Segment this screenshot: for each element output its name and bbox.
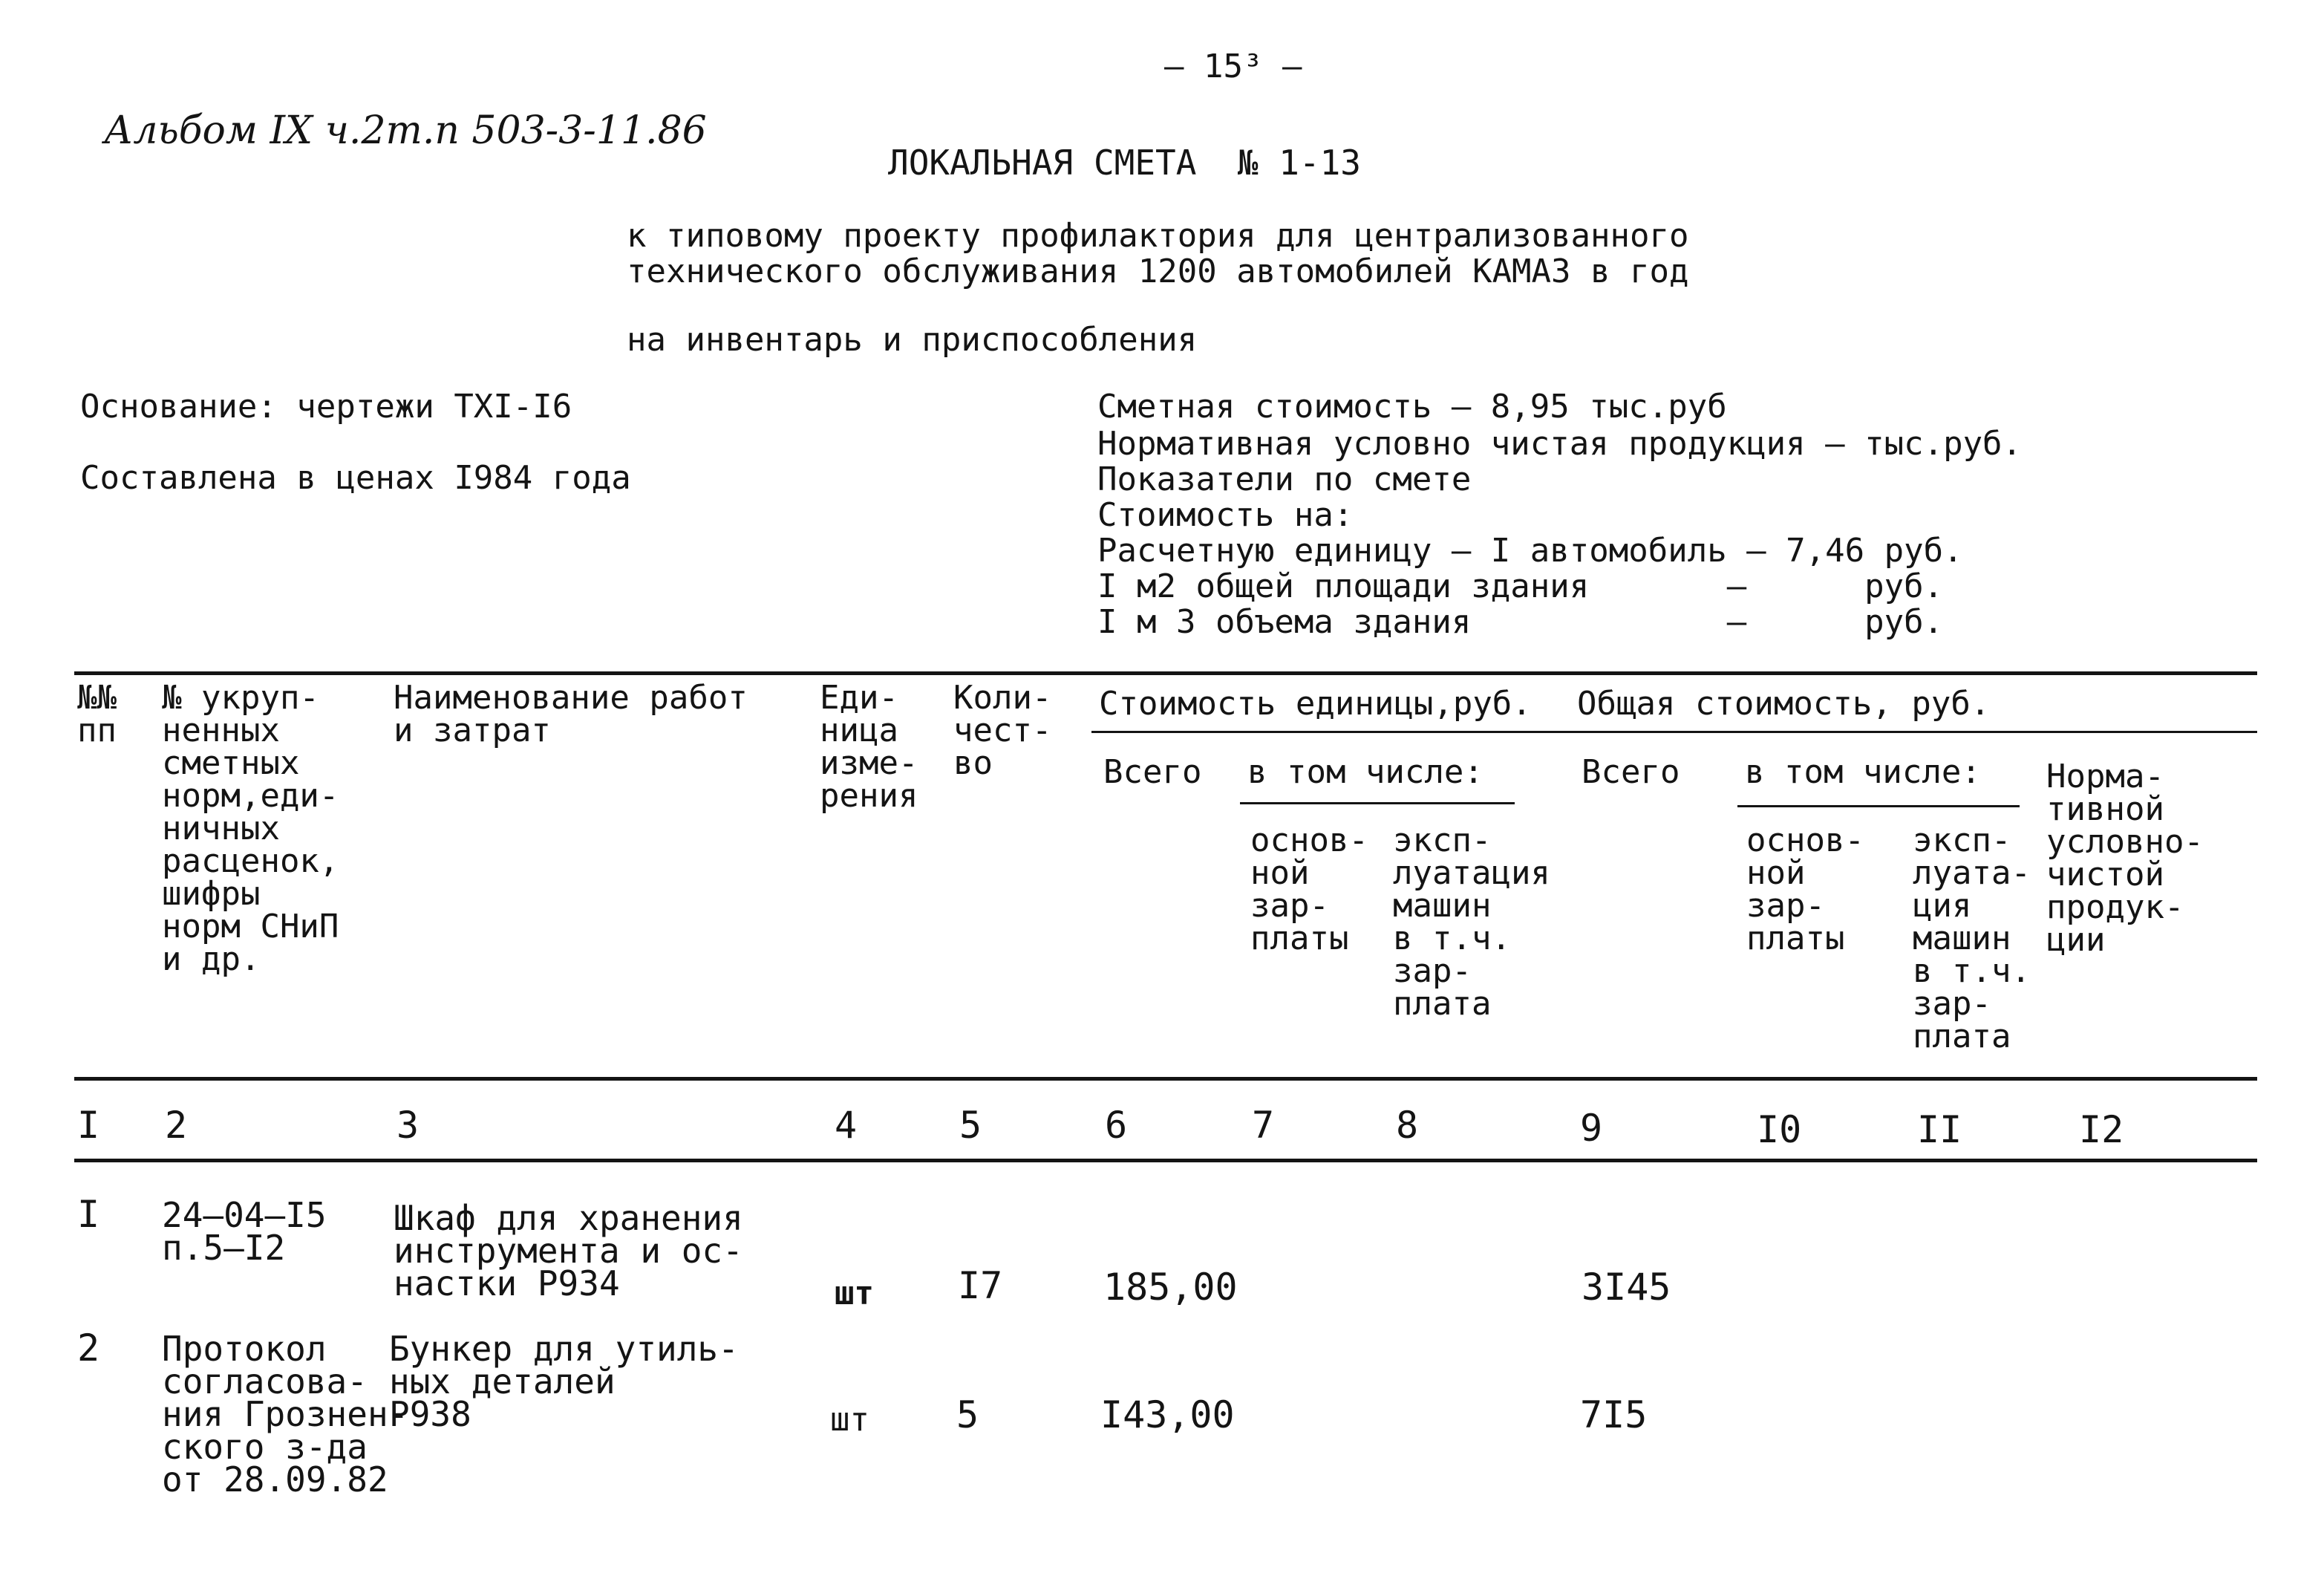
header-unit-machine-operation: эксп- луатация машин в т.ч. зар- плата xyxy=(1393,821,1550,1023)
summary-per-unit: Расчетную единицу – I автомобиль – 7,46 руб. xyxy=(1097,532,1963,570)
basis-text: Основание: чертежи ТХI-I6 xyxy=(80,388,572,426)
document-title: ЛОКАЛЬНАЯ СМЕТА № 1-13 xyxy=(888,143,1361,183)
unit-subgroup-rule xyxy=(1240,802,1515,804)
col-number-12: I2 xyxy=(2079,1108,2124,1151)
header-bottom-rule xyxy=(74,1077,2257,1081)
album-note: Альбом IX ч.2т.п 503-3-11.86 xyxy=(104,108,707,153)
subtitle-line-3: на инвентарь и приспособления xyxy=(627,321,1198,359)
col-number-2: 2 xyxy=(165,1104,188,1147)
row-2-number: 2 xyxy=(77,1326,100,1370)
summary-indicators: Показатели по смете xyxy=(1097,460,1472,498)
header-unit-total: Всего xyxy=(1103,753,1202,791)
summary-cost-on: Стоимость на: xyxy=(1097,496,1354,534)
header-total-machine-operation: эксп- луата- ция машин в т.ч. зар- плата xyxy=(1913,821,2031,1055)
col-number-3: 3 xyxy=(396,1104,420,1147)
col-number-11: II xyxy=(1917,1108,1962,1151)
subtitle-line-2: технического обслуживания 1200 автомобилей КАМАЗ в год xyxy=(627,253,1689,290)
col-number-8: 8 xyxy=(1396,1104,1419,1147)
header-normative-product: Норма- тивной условно- чистой продук- ции xyxy=(2046,758,2204,959)
header-unit-including: в том числе: xyxy=(1247,753,1483,791)
row-2-code: Протокол согласова- ния Грознен- ского з-да от 28.09.82 xyxy=(162,1329,409,1500)
header-work-name: Наименование работ и затрат xyxy=(394,679,748,749)
header-unit: Еди- ница изме- рения xyxy=(820,679,918,815)
row-1-unit: шт xyxy=(835,1274,874,1312)
header-total-cost: Общая стоимость, руб. xyxy=(1577,685,1991,723)
row-1-code: 24–04–I5 п.5–I2 xyxy=(162,1195,327,1268)
row-2-name: Бункер для утиль- ных деталей Р938 xyxy=(389,1329,739,1434)
row-1-total: 3I45 xyxy=(1582,1266,1671,1309)
subtitle-line-1: к типовому проекту профилактория для централизованного xyxy=(627,217,1689,255)
col-number-4: 4 xyxy=(835,1104,858,1147)
header-total-including: в том числе: xyxy=(1745,753,1981,791)
prices-text: Составлена в ценах I984 года xyxy=(80,459,631,497)
summary-estimated-cost: Сметная стоимость – 8,95 тыс.руб xyxy=(1097,388,1727,426)
page-number: – 15³ – xyxy=(1164,48,1302,85)
table-top-rule xyxy=(74,671,2257,675)
total-subgroup-rule xyxy=(1737,805,2020,807)
col-number-7: 7 xyxy=(1252,1104,1275,1147)
col-number-1: I xyxy=(77,1104,100,1147)
header-grand-total: Всего xyxy=(1582,753,1680,791)
row-1-unit-total: 185,00 xyxy=(1103,1266,1238,1309)
row-1-number: I xyxy=(77,1193,100,1236)
col-number-9: 9 xyxy=(1580,1107,1603,1150)
header-norm-code: № укруп- ненных сметных норм,еди- ничных расценок, шифры норм СНиП и др. xyxy=(162,679,339,978)
summary-per-m2: I м2 общей площади здания – руб. xyxy=(1097,567,1944,605)
header-quantity: Коли- чест- во xyxy=(953,679,1052,782)
header-unit-cost: Стоимость единицы,руб. xyxy=(1099,685,1532,723)
col-numbers-bottom-rule xyxy=(74,1159,2257,1162)
summary-per-m3: I м 3 объема здания – руб. xyxy=(1097,603,1944,641)
header-unit-basic-wage: основ- ной зар- платы xyxy=(1250,821,1368,957)
row-1-name: Шкаф для хранения инструмента и ос- настки Р934 xyxy=(394,1198,743,1303)
col-number-5: 5 xyxy=(959,1104,982,1147)
row-1-quantity: I7 xyxy=(958,1264,1003,1307)
row-2-quantity: 5 xyxy=(956,1393,979,1436)
header-row-number: №№ пп xyxy=(77,679,117,749)
row-2-unit: шт xyxy=(830,1401,869,1439)
header-total-basic-wage: основ- ной зар- платы xyxy=(1746,821,1864,957)
cost-header-rule xyxy=(1091,731,2257,733)
summary-normative-product: Нормативная условно чистая продукция – тыс.руб. xyxy=(1097,425,2023,463)
row-2-total: 7I5 xyxy=(1580,1393,1648,1436)
col-number-10: I0 xyxy=(1757,1108,1802,1151)
col-number-6: 6 xyxy=(1105,1104,1128,1147)
row-2-unit-total: I43,00 xyxy=(1100,1393,1235,1436)
